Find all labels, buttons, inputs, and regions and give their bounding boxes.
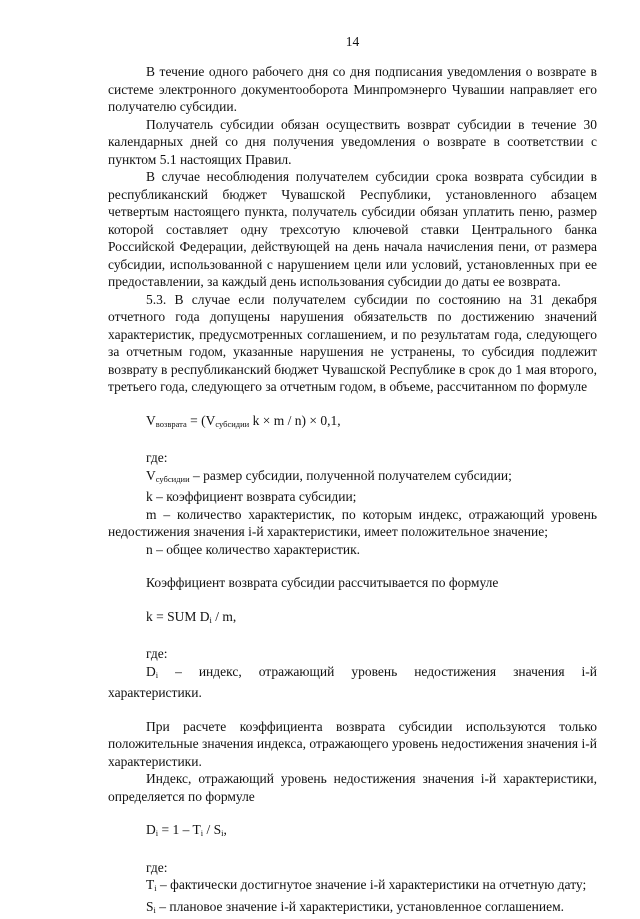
paragraph-return-obligation: Получатель субсидии обязан осуществить возврат субсидии в течение 30 календарных дней со дня получения уведомления о возврате в соответствии с пунктом 5.1 настоящих Правил. bbox=[108, 116, 597, 169]
definition-s bbox=[108, 898, 597, 919]
formula3-t-subscript: i bbox=[201, 828, 203, 838]
formula-eq: = (V bbox=[187, 413, 216, 428]
definition-d-symbol: D bbox=[146, 664, 156, 679]
formula-index bbox=[108, 821, 597, 843]
definition-t-subscript: i bbox=[154, 883, 156, 893]
paragraph-notification-sending: В течение одного рабочего дня со дня подписания уведомления о возврате в системе электронного документооборота Минпромэнерго Чувашии направляет его получателю субсидии. bbox=[108, 63, 597, 116]
definition-v bbox=[108, 467, 597, 489]
definition-t-symbol: T bbox=[146, 877, 154, 892]
formula3-slash: / S bbox=[203, 822, 221, 837]
formula2-subscript: i bbox=[210, 615, 212, 625]
formula-rest: k × m / n) × 0,1, bbox=[249, 413, 340, 428]
definition-v-text: – размер субсидии, полученной получателем субсидии; bbox=[190, 468, 512, 483]
formula-return-volume bbox=[108, 412, 597, 434]
formula3-s-subscript: i bbox=[221, 828, 223, 838]
formula-coefficient bbox=[108, 608, 597, 630]
formula-v-subscript: возврата bbox=[156, 419, 187, 429]
where-label: где: bbox=[108, 645, 597, 663]
formula-v2-subscript: субсидии bbox=[215, 419, 249, 429]
formula2-lhs: k = SUM D bbox=[146, 609, 210, 624]
paragraph-penalty: В случае несоблюдения получателем субсидии срока возврата субсидии в республиканский бюджет Чувашской Республики, установленного абзацем четвертым настоящего пункта, получатель субсидии обязан уплатить пеню, размер которой составляет одну трехсотую ключевой ставки Центрального банка Российской Федерации, действующей на день начала начисления пени, от размера субсидии, использованной с нарушением цели или условий, установленных при ее предоставлении, за каждый день использования субсидии до даты ее возврата. bbox=[108, 168, 597, 291]
definition-k: k – коэффициент возврата субсидии; bbox=[108, 488, 597, 506]
paragraph-index-formula: Индекс, отражающий уровень недостижения значения i-й характеристики, определяется по формуле bbox=[108, 770, 597, 805]
definition-m: m – количество характеристик, по которым индекс, отражающий уровень недостижения значения i-й характеристики, имеет положительное значение; bbox=[108, 506, 597, 541]
formula3-mid: = 1 – T bbox=[158, 822, 201, 837]
paragraph-5-3: 5.3. В случае если получателем субсидии по состоянию на 31 декабря отчетного года допущены нарушения обязательств по достижению значений характеристик, предусмотренных соглашением, и по результатам года, следующего за отчетным годом, указанные нарушения не устранены, то субсидия подлежит возврату в республиканский бюджет Чувашской Республике в срок до 1 мая второго, третьего года, следующего за отчетным годом, в объеме, рассчитанном по формуле bbox=[108, 291, 597, 396]
formula3-end: , bbox=[224, 822, 227, 837]
page-number: 14 bbox=[108, 34, 597, 50]
definition-s-subscript: i bbox=[154, 905, 156, 915]
formula3-d: D bbox=[146, 822, 156, 837]
definition-t bbox=[108, 876, 597, 898]
definition-d-text: – индекс, отражающий уровень недостижения значения i-й характеристики. bbox=[108, 664, 597, 701]
definition-t-text: – фактически достигнутое значение i-й характеристики на отчетную дату; bbox=[157, 877, 587, 892]
definition-v-symbol: V bbox=[146, 468, 156, 483]
definition-s-text: – плановое значение i-й характеристики, установленное соглашением. bbox=[156, 899, 564, 914]
where-label: где: bbox=[108, 449, 597, 467]
definition-d bbox=[108, 663, 597, 702]
definition-n: n – общее количество характеристик. bbox=[108, 541, 597, 559]
paragraph-positive-values: При расчете коэффициента возврата субсидии используются только положительные значения индекса, отражающего уровень недостижения значения i-й характеристики. bbox=[108, 718, 597, 771]
definition-s-symbol: S bbox=[146, 899, 154, 914]
definition-v-subscript: субсидии bbox=[156, 474, 190, 484]
where-label: где: bbox=[108, 859, 597, 877]
definition-d-subscript: i bbox=[156, 670, 158, 680]
formula2-rhs: / m, bbox=[212, 609, 236, 624]
formula-v: V bbox=[146, 413, 156, 428]
paragraph-coefficient-formula: Коэффициент возврата субсидии рассчитывается по формуле bbox=[108, 574, 597, 592]
formula3-d-subscript: i bbox=[156, 828, 158, 838]
